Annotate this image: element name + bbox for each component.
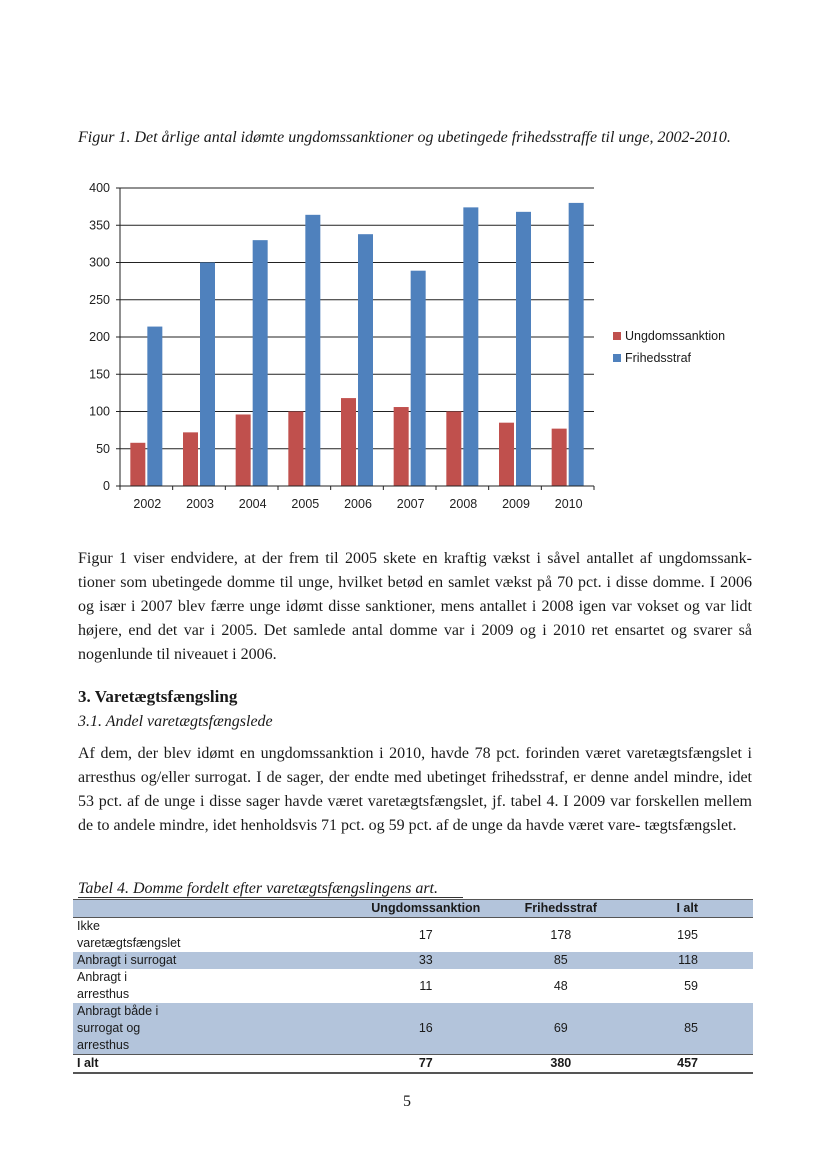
table-header-row (73, 900, 753, 918)
chart-y-tick-label: 400 (89, 181, 110, 195)
table-cell: 11 (419, 978, 433, 993)
chart-y-tick-label: 0 (103, 479, 110, 493)
legend-label-ungdomssanktion: Ungdomssanktion (625, 329, 726, 343)
bar-ungdomssanktion-2002 (130, 443, 145, 486)
bar-frihedsstraf-2005 (305, 215, 320, 486)
bar-frihedsstraf-2004 (253, 240, 268, 486)
chart-x-tick-label: 2005 (291, 497, 320, 511)
table-cell: 195 (677, 927, 698, 942)
table-row (73, 1003, 753, 1055)
legend-swatch-ungdomssanktion (613, 332, 621, 340)
bar-ungdomssanktion-2008 (446, 412, 461, 487)
bar-frihedsstraf-2010 (569, 203, 584, 486)
table-header-ungdomssanktion: Ungdomssanktion (185, 900, 504, 918)
chart-x-tick-label: 2009 (502, 497, 530, 511)
table-cell: 118 (619, 952, 753, 969)
legend-item-ungdomssanktion (613, 325, 725, 347)
bar-ungdomssanktion-2003 (183, 432, 198, 486)
table-cell: Anbragt både i surrogat og arresthus (73, 1003, 185, 1055)
legend-item-frihedsstraf (613, 347, 725, 369)
bar-frihedsstraf-2007 (411, 271, 426, 486)
paragraph-1: Figur 1 viser endvidere, at der frem til 2005 skete en kraftig vækst i såvel antallet af ungdomssank- tioner som ubetingede domme til unge, hvilket betød en samlet vækst på 70 pct. i disse domme. I 2006 og især i 2007 blev færre unge idømt disse sanktioner, mens antallet i 2008 igen var vokset og var lidt højere, end det var i 2005. Det samlede antal domme var i 2009 og i 2010 ret ensartet og svarer så nogenlunde til niveauet i 2006. (78, 550, 752, 663)
table-cell: 59 (684, 978, 698, 993)
bar-frihedsstraf-2006 (358, 234, 373, 486)
table-cell: 33 (185, 952, 504, 969)
table-total-row (73, 1055, 753, 1074)
chart-x-tick-label: 2010 (554, 497, 583, 511)
chart-y-tick-label: 350 (89, 218, 110, 233)
table-cell: 16 (185, 1003, 504, 1055)
chart-y-tick-label: 50 (96, 441, 110, 456)
table-cell: 69 (503, 1003, 618, 1055)
data-table (73, 899, 753, 1074)
table-cell: Anbragt i arresthus (77, 970, 130, 1001)
table-cell: 85 (503, 952, 618, 969)
bar-ungdomssanktion-2005 (288, 412, 303, 487)
bar-ungdomssanktion-2010 (552, 429, 567, 486)
table-cell: Ikke varetægtsfængslet (77, 919, 181, 950)
bar-ungdomssanktion-2004 (236, 414, 251, 486)
chart-x-tick-label: 2003 (186, 497, 214, 511)
chart-y-tick-label: 100 (89, 404, 110, 419)
bar-frihedsstraf-2002 (147, 327, 162, 486)
table-row (73, 969, 753, 1003)
bar-chart (70, 180, 610, 525)
table-cell: 17 (418, 927, 433, 942)
table-caption-underline (78, 897, 463, 898)
table-header-i-alt: I alt (619, 900, 753, 918)
chart-x-tick-label: 2008 (449, 497, 478, 511)
table-cell: 48 (553, 978, 568, 993)
section-title: 3. Varetægtsfængsling (78, 687, 238, 706)
table-cell: 85 (619, 1003, 753, 1055)
figure-caption: Figur 1. Det årlige antal idømte ungdomssanktioner og ubetingede frihedsstraffe til unge, 2002-2010. (78, 129, 731, 146)
table-cell: Anbragt i surrogat (73, 952, 185, 969)
table-header-frihedsstraf: Frihedsstraf (503, 900, 618, 918)
table-caption: Tabel 4. Domme fordelt efter varetægtsfængslingens art. (78, 880, 438, 897)
paragraph-2: Af dem, der blev idømt en ungdomssanktion i 2010, havde 78 pct. forinden været varetægtsfængslet i arresthus og/eller surrogat. I de sager, der endte med ubetinget frihedsstraf, er denne andel mindre, idet 53 pct. af de unge i disse sager havde været varetægtsfængslet, jf. tabel 4. I 2009 var forskellen mellem de to andele mindre, idet henholdsvis 71 pct. og 59 pct. af de unge da havde været vare- tægtsfængslet. (78, 745, 752, 834)
chart-y-tick-label: 300 (89, 255, 110, 270)
chart-y-tick-label: 200 (89, 330, 110, 344)
chart-x-tick-label: 2006 (344, 497, 372, 511)
bar-ungdomssanktion-2006 (341, 398, 356, 486)
bar-ungdomssanktion-2007 (394, 407, 409, 486)
chart-y-tick-label: 150 (89, 367, 110, 382)
table-cell: 457 (619, 1055, 753, 1074)
chart-x-tick-label: 2007 (396, 497, 425, 511)
table-row (73, 918, 753, 953)
chart-y-tick-labels (89, 181, 110, 493)
legend-label-frihedsstraf: Frihedsstraf (625, 351, 691, 365)
legend-swatch-frihedsstraf (613, 354, 621, 362)
table-cell: 178 (550, 927, 572, 942)
bar-ungdomssanktion-2009 (499, 423, 514, 486)
chart-x-tick-label: 2004 (238, 497, 267, 511)
bar-frihedsstraf-2009 (516, 212, 531, 486)
chart-legend (613, 325, 725, 369)
table-cell: 77 (185, 1055, 504, 1074)
page-number: 5 (403, 1093, 411, 1110)
table-cell: 380 (503, 1055, 618, 1074)
table-row (73, 952, 753, 969)
table-header-blank (73, 900, 185, 918)
chart-x-tick-labels (133, 497, 582, 511)
section-subtitle: 3.1. Andel varetægtsfængslede (78, 713, 273, 730)
chart-y-tick-label: 250 (89, 292, 110, 307)
bar-frihedsstraf-2003 (200, 263, 215, 487)
table-cell: I alt (73, 1055, 185, 1074)
chart-bars (120, 203, 594, 486)
bar-frihedsstraf-2008 (463, 207, 478, 486)
chart-x-tick-label: 2002 (133, 497, 162, 511)
